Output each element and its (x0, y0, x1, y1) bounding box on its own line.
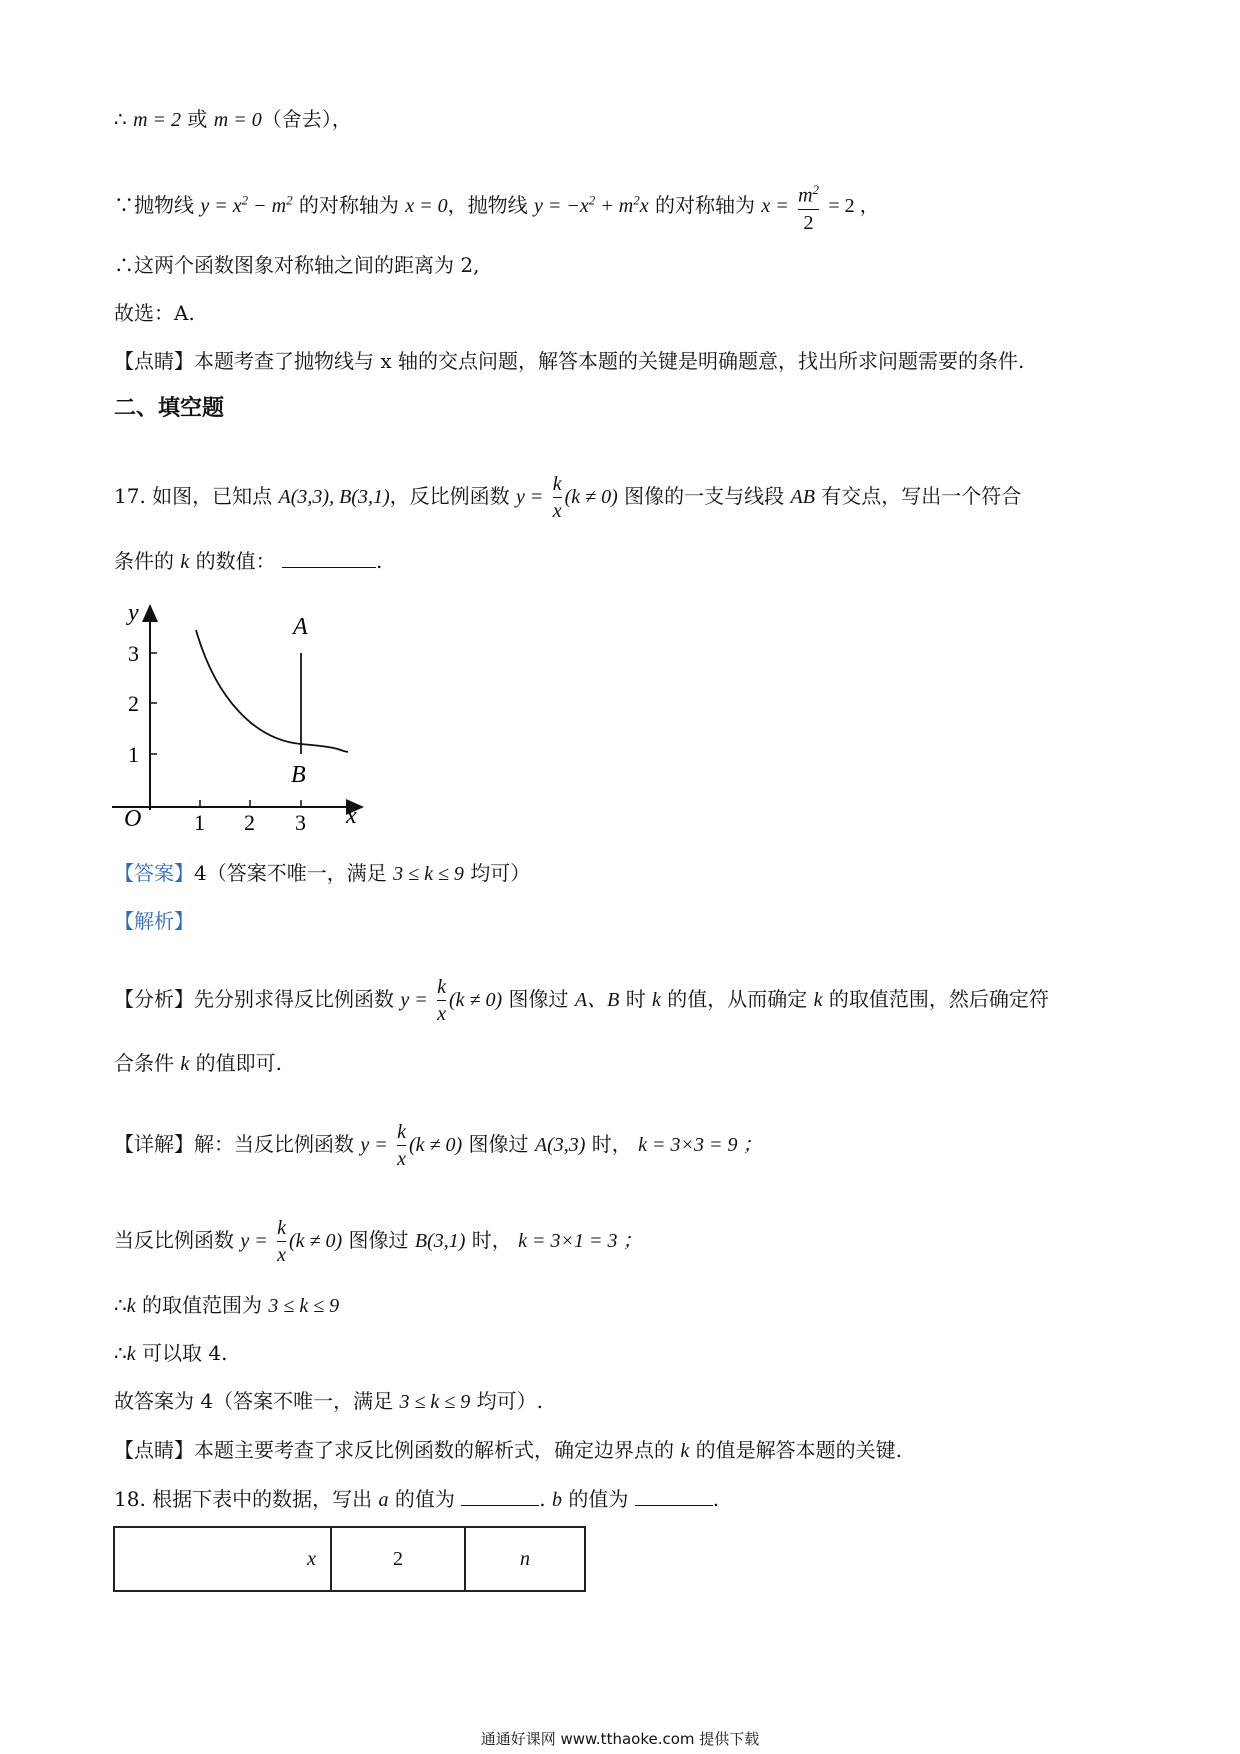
q17-graph (106, 590, 386, 835)
answer-blank (282, 549, 376, 568)
fraction-k-over-x: $\frac{k}{x}$ (437, 976, 446, 1025)
solution-dianjing: 【点睛】本题考查了抛物线与 x 轴的交点问题，解答本题的关键是明确题意，找出所求问题需要的条件. (114, 349, 1025, 373)
answer-blank-b (635, 1487, 713, 1506)
analysis-tag: 【解析】 (114, 909, 194, 933)
fraction-m2-over-2: $\frac{m^2}{2}$ (798, 182, 820, 234)
point-b-label: B (291, 762, 306, 788)
fraction-k-over-x: $\frac{k}{x}$ (397, 1121, 406, 1170)
y-tick-2: 2 (128, 691, 139, 716)
parabola-2-formula: $y = -x^2 + m^2x$ (534, 192, 649, 217)
point-a-label: A (293, 614, 308, 640)
xiangjie-line-5: 故答案为 4（答案不唯一，满足 3 ≤ k ≤ 9 均可）. (114, 1389, 544, 1413)
xiangjie-line-3: ∴k 的取值范围为 3 ≤ k ≤ 9 (114, 1293, 340, 1317)
solution-line-4: 故选：A. (114, 301, 195, 325)
table-cell: n (465, 1527, 585, 1591)
table-cell: x (114, 1527, 331, 1591)
solution-line-2: ∵抛物线 $y = x^2 - m^2$ 的对称轴为 x = 0，抛物线 $y = -x^2 + m^2x$ 的对称轴为 x = $\frac{m^2}{2}$ = 2 ， (114, 178, 880, 235)
fraction-k-over-x: $\frac{k}{x}$ (552, 473, 562, 522)
y-tick-3: 3 (128, 641, 139, 666)
fenxi-line-1: 【分析】先分别求得反比例函数 y = $\frac{k}{x}$ (k ≠ 0) 图像过 A、B 时 k 的值，从而确定 k 的取值范围，然后确定符 (114, 976, 1049, 1025)
xiangjie-dianjing: 【点睛】本题主要考查了求反比例函数的解析式，确定边界点的 k 的值是解答本题的关键. (114, 1438, 902, 1462)
origin-label: O (124, 806, 142, 832)
table-row (114, 1527, 585, 1591)
fraction-k-over-x: $\frac{k}{x}$ (277, 1217, 286, 1266)
data-table (113, 1526, 586, 1592)
footer: 通通好课网 www.tthaoke.com 提供下载 (480, 1730, 760, 1748)
y-tick-1: 1 (128, 742, 139, 767)
xiangjie-line-4: ∴k 可以取 4. (114, 1341, 228, 1365)
x-axis-label: x (346, 803, 357, 829)
y-axis-label: y (128, 600, 139, 626)
fenxi-line-2: 合条件 k 的值即可. (114, 1051, 282, 1075)
question-17-line-2: 条件的 k 的数值： . (114, 549, 383, 573)
table-cell: 2 (331, 1527, 465, 1591)
x-tick-3: 3 (295, 810, 306, 835)
solution-line-1: ∴ m = 2 或 m = 0（舍去）， (114, 107, 352, 131)
answer-blank-a (461, 1487, 539, 1506)
hyperbola-curve (196, 630, 348, 752)
section-title: 二、填空题 (114, 396, 225, 421)
answer-line: 【答案】4（答案不唯一，满足 3 ≤ k ≤ 9 均可） (114, 861, 531, 885)
parabola-1-formula: $y = x^2 - m^2$ (200, 192, 293, 217)
question-18: 18. 根据下表中的数据，写出 a 的值为 . b 的值为 . (114, 1487, 720, 1511)
x-tick-1: 1 (194, 810, 205, 835)
question-17: 17. 如图，已知点 A(3,3), B(3,1)，反比例函数 y = $\frac{k}{x}$ (k ≠ 0) 图像的一支与线段 AB 有交点，写出一个符合 (114, 473, 1022, 522)
solution-line-3: ∴这两个函数图象对称轴之间的距离为 2, (114, 253, 480, 277)
x-tick-2: 2 (244, 810, 255, 835)
xiangjie-line-2: 当反比例函数 y = $\frac{k}{x}$ (k ≠ 0) 图像过 B(3,1) 时， k = 3×1 = 3 ； (114, 1217, 643, 1266)
inverse-function-formula: y = (515, 486, 544, 508)
xiangjie-line-1: 【详解】解：当反比例函数 y = $\frac{k}{x}$ (k ≠ 0) 图像过 A(3,3) 时， k = 3×3 = 9 ； (114, 1121, 763, 1170)
